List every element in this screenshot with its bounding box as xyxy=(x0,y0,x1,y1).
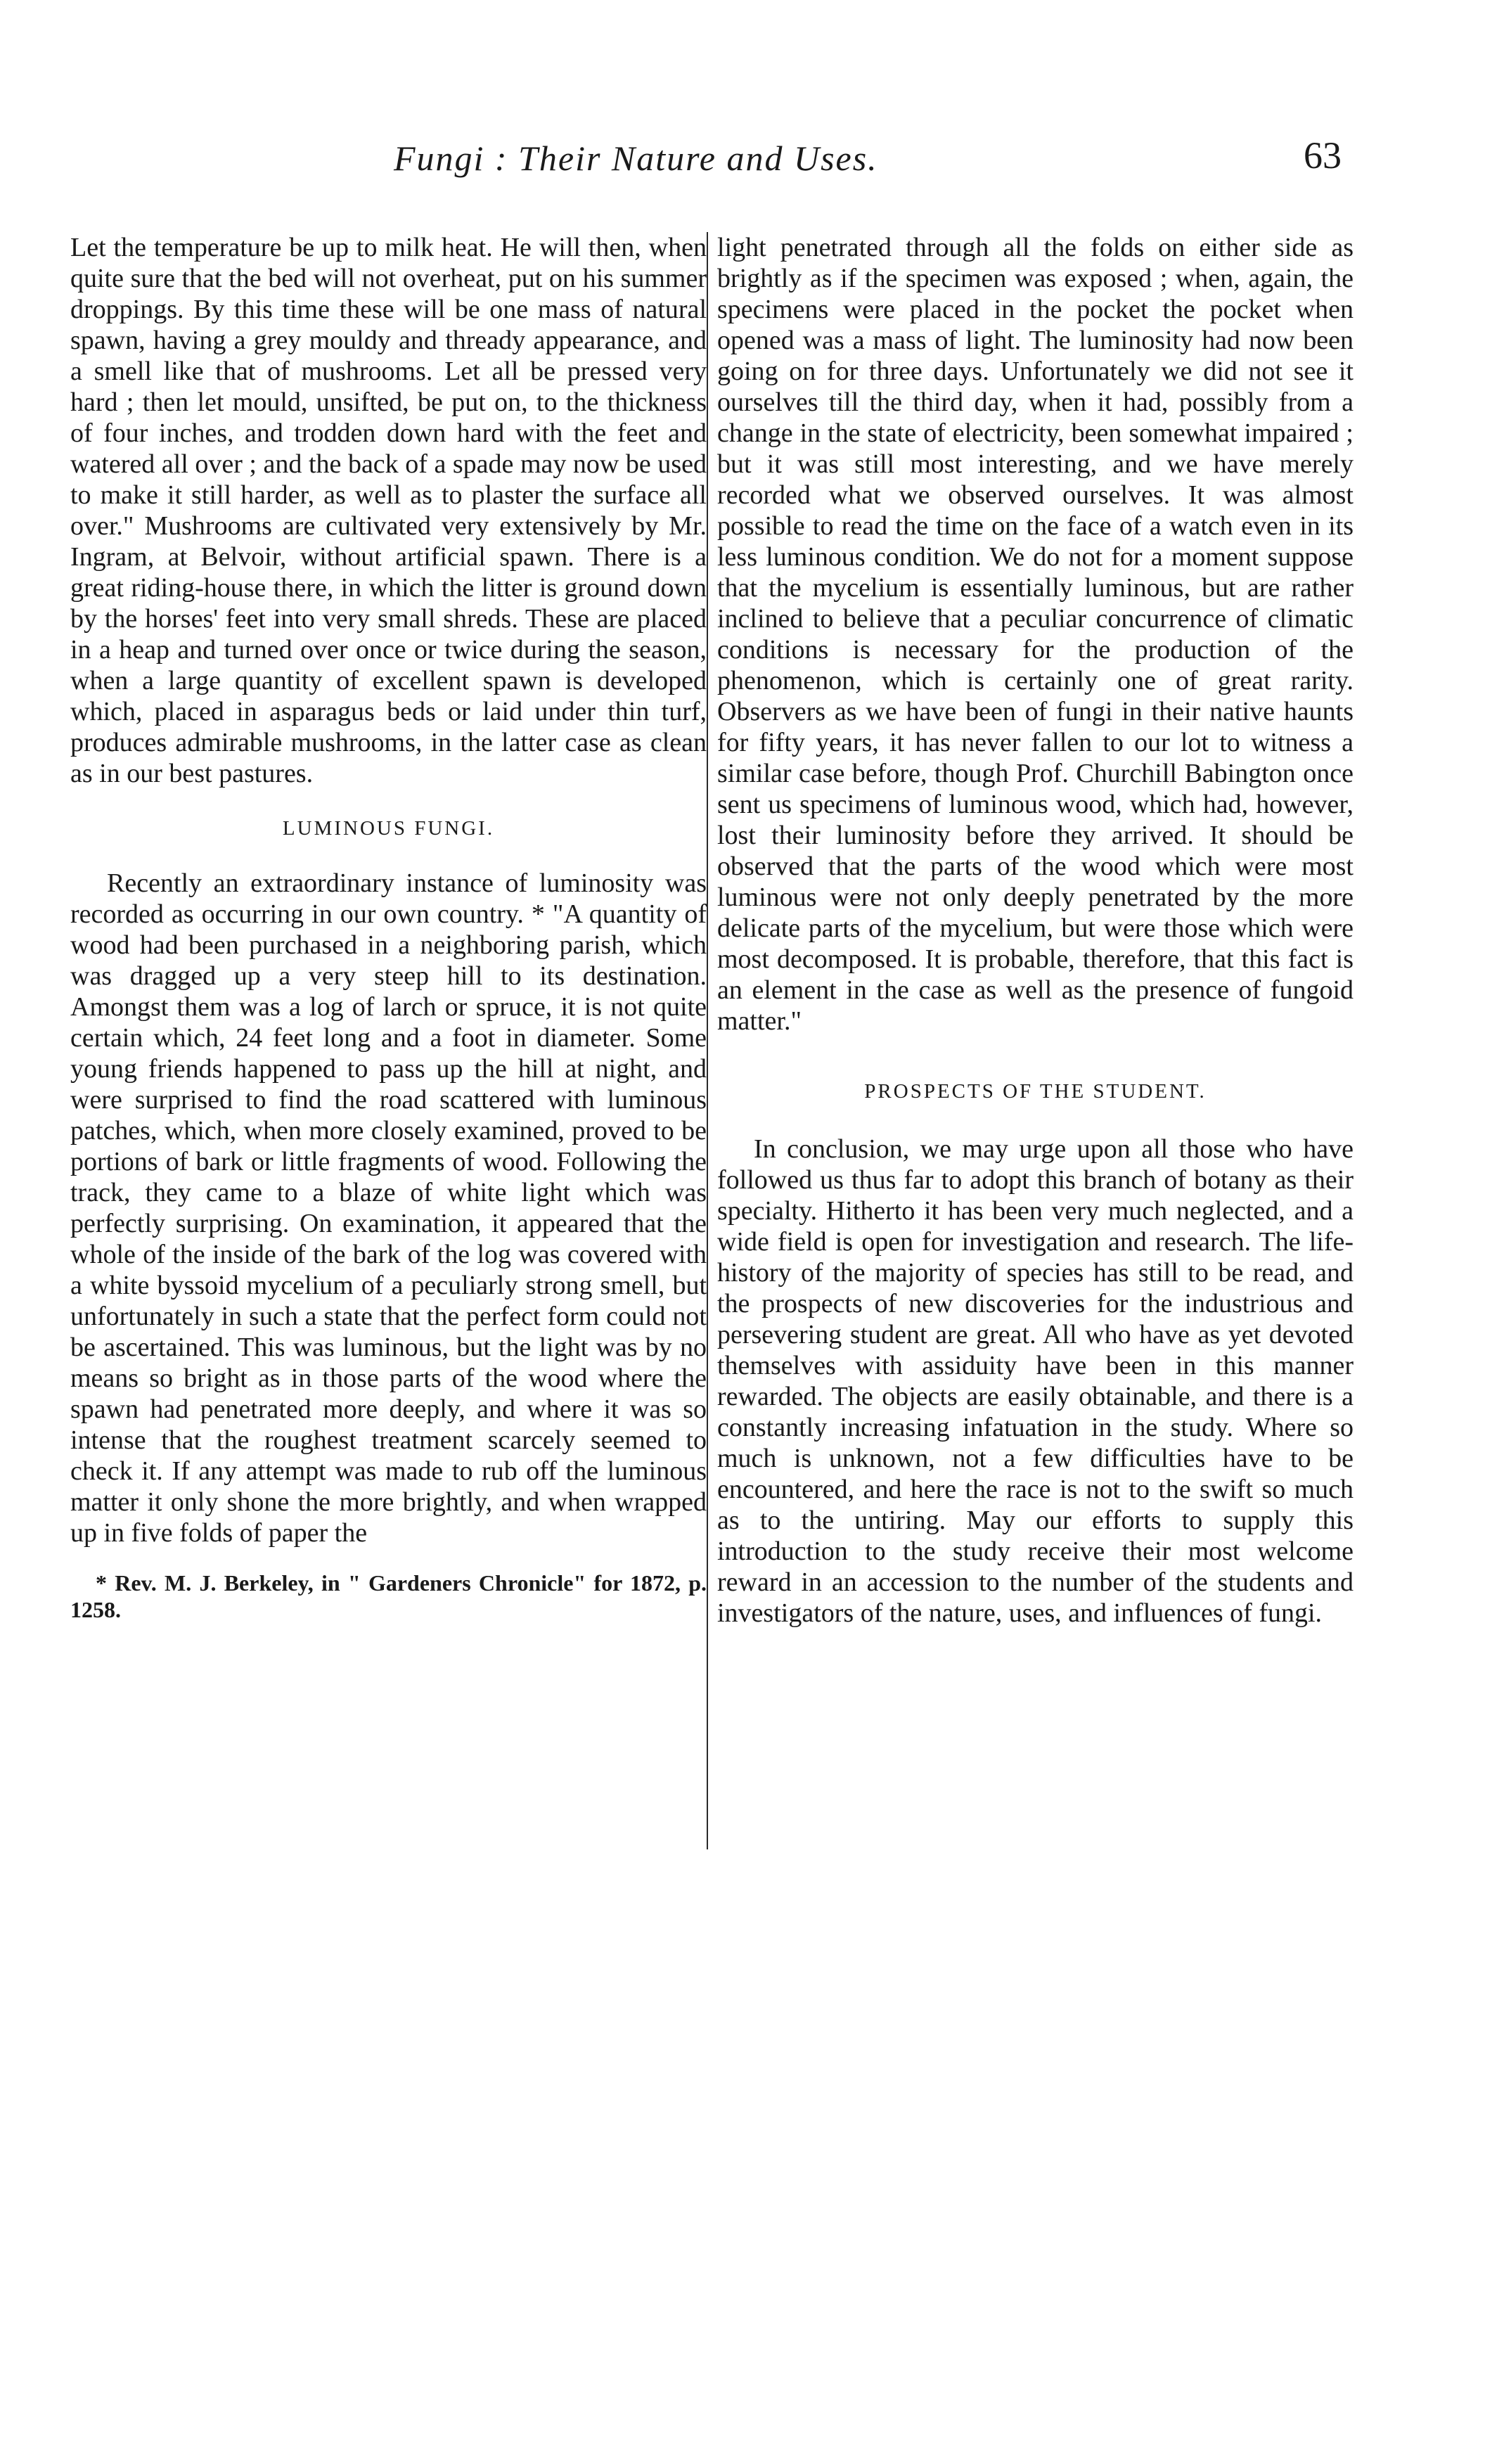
section-heading-luminous-fungi: LUMINOUS FUNGI. xyxy=(282,817,495,840)
running-title: Fungi : Their Nature and Uses. xyxy=(394,139,878,178)
left-paragraph-mushroom-beds: Let the temperature be up to milk heat. He will then, when quite sure that the bed will not overheat, put on his summer droppings. By this time these will be one mass of natural spawn, having a grey mouldy and thready appearance, and a smell like that of mushrooms. Let all be pressed very hard ; then let mould, unsifted, be put on, to the thickness of four inches, and trodden down hard with the feet and watered all over ; and the back of a spade may now be used to make it still harder, as well as to plaster the surface all over." Mushrooms are cultivated very extensively by Mr. Ingram, at Belvoir, without artificial spawn. There is a great riding-house there, in which the litter is ground down by the horses' feet into very small shreds. These are placed in a heap and turned over once or twice during the season, when a large quantity of excellent spawn is developed which, placed in asparagus beds or laid under thin turf, produces admirable mushrooms, in the latter case as clean as in our best pastures. xyxy=(70,233,707,788)
column-divider xyxy=(707,232,708,1849)
right-paragraph-conclusion: In conclusion, we may urge upon all those who have followed us thus far to adopt this branch of botany as their specialty. Hitherto it has been very much neglected, and a wide field is open for investigation and research. The life-history of the majority of species has still to be read, and the prospects of new discoveries for the industrious and persevering student are great. All who have as yet devoted themselves with assiduity have been in this manner rewarded. The objects are easily obtainable, and there is a constantly increasing infatuation in the study. Where so much is unknown, not a few difficulties have to be encountered, and here the race is not to the swift so much as to the untiring. May our efforts to supply this introduction to the study receive their most welcome reward in an accession to the number of the students and investigators of the nature, uses, and influences of fungi. xyxy=(717,1134,1354,1628)
right-paragraph-luminosity-continued: light penetrated through all the folds on either side as brightly as if the specimen was exposed ; when, again, the specimens were placed in the pocket the pocket when opened was a mass of light. The luminosity had now been going on for three days. Unfortunately we did not see it ourselves till the third day, when it had, possibly from a change in the state of electricity, been somewhat impaired ; but it was still most interesting, and we have merely recorded what we observed ourselves. It was almost possible to read the time on the face of a watch even in its less luminous condition. We do not for a moment suppose that the mycelium is essentially luminous, but are rather inclined to believe that a peculiar concurrence of climatic conditions is necessary for the production of the phenomenon, which is certainly one of great rarity. Observers as we have been of fungi in their native haunts for fifty years, it has never fallen to our lot to witness a similar case before, though Prof. Churchill Babington once sent us specimens of luminous wood, which had, however, lost their luminosity before they arrived. It should be observed that the parts of the wood which were most luminous were not only deeply penetrated by the more delicate parts of the mycelium, but were those which were most decomposed. It is probable, therefore, that this fact is an element in the case as well as the presence of fungoid matter." xyxy=(717,233,1354,1036)
page-number: 63 xyxy=(1304,134,1342,177)
footnote xyxy=(70,1570,707,1623)
left-paragraph-luminosity: Recently an extraordinary instance of luminosity was recorded as occurring in our own country. * "A quantity of wood had been purchased in a neighboring parish, which was dragged up a very steep hill to its destination. Amongst them was a log of larch or spruce, it is not quite certain which, 24 feet long and a foot in diameter. Some young friends happened to pass up the hill at night, and were surprised to find the road scattered with luminous patches, which, when more closely examined, proved to be portions of bark or little fragments of wood. Following the track, they came to a blaze of white light which was perfectly surprising. On examination, it appeared that the whole of the inside of the bark of the log was covered with a white byssoid mycelium of a peculiarly strong smell, but unfortunately in such a state that the perfect form could not be ascertained. This was luminous, but the light was by no means so bright as in those parts of the wood where the spawn had penetrated more deeply, and where it was so intense that the roughest treatment scarcely seemed to check it. If any attempt was made to rub off the luminous matter it only shone the more brightly, and when wrapped up in five folds of paper the xyxy=(70,868,707,1548)
left-column xyxy=(70,232,707,1623)
section-heading-prospects: PROSPECTS OF THE STUDENT. xyxy=(864,1080,1207,1103)
footnote-text: * Rev. M. J. Berkeley, in " Gardeners Chronicle" for 1872, p. 1258. xyxy=(70,1570,707,1622)
right-column xyxy=(717,232,1354,1629)
